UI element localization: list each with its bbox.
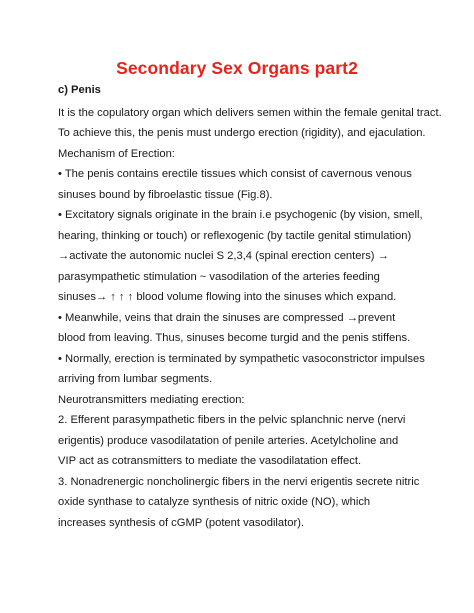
text-line: blood from leaving. Thus, sinuses become turgid and the penis stiffens. [58,332,411,344]
text-line: • Normally, erection is terminated by sympathetic vasoconstrictor impulses [58,353,425,365]
section-heading: c) Penis [58,84,101,96]
text-line: parasympathetic stimulation ~ vasodilation of the arteries feeding [58,271,380,283]
text-line: sinuses bound by fibroelastic tissue (Fig.8). [58,189,273,201]
text-line: hearing, thinking or touch) or reflexogenic (by tactile genital stimulation) [58,230,412,242]
page-title: Secondary Sex Organs part2 [116,58,358,78]
text-line: • The penis contains erectile tissues which consist of cavernous venous [58,168,412,180]
text-line: • Excitatory signals originate in the brain i.e psychogenic (by vision, smell, [58,209,423,221]
text-line: arriving from lumbar segments. [58,373,213,385]
text-line: →activate the autonomic nuclei S 2,3,4 (spinal erection centers) → [58,250,389,262]
text-line: Mechanism of Erection: [58,148,175,160]
text-line: increases synthesis of cGMP (potent vasodilator). [58,517,305,529]
text-line: To achieve this, the penis must undergo erection (rigidity), and ejaculation. [58,127,426,139]
text-line: VIP act as cotransmitters to mediate the vasodilatation effect. [58,455,362,467]
text-line: 2. Efferent parasympathetic fibers in the pelvic splanchnic nerve (nervi [58,414,406,426]
text-line: erigentis) produce vasodilatation of penile arteries. Acetylcholine and [58,435,399,447]
text-line: • Meanwhile, veins that drain the sinuses are compressed →prevent [58,312,396,324]
text-line: Neurotransmitters mediating erection: [58,394,245,406]
text-line: oxide synthase to catalyze synthesis of nitric oxide (NO), which [58,496,371,508]
text-line: sinuses→ ↑ ↑ ↑ blood volume flowing into the sinuses which expand. [58,291,397,303]
text-line: 3. Nonadrenergic noncholinergic fibers in the nervi erigentis secrete nitric [58,476,420,488]
text-line: It is the copulatory organ which delivers semen within the female genital tract. [58,107,442,119]
